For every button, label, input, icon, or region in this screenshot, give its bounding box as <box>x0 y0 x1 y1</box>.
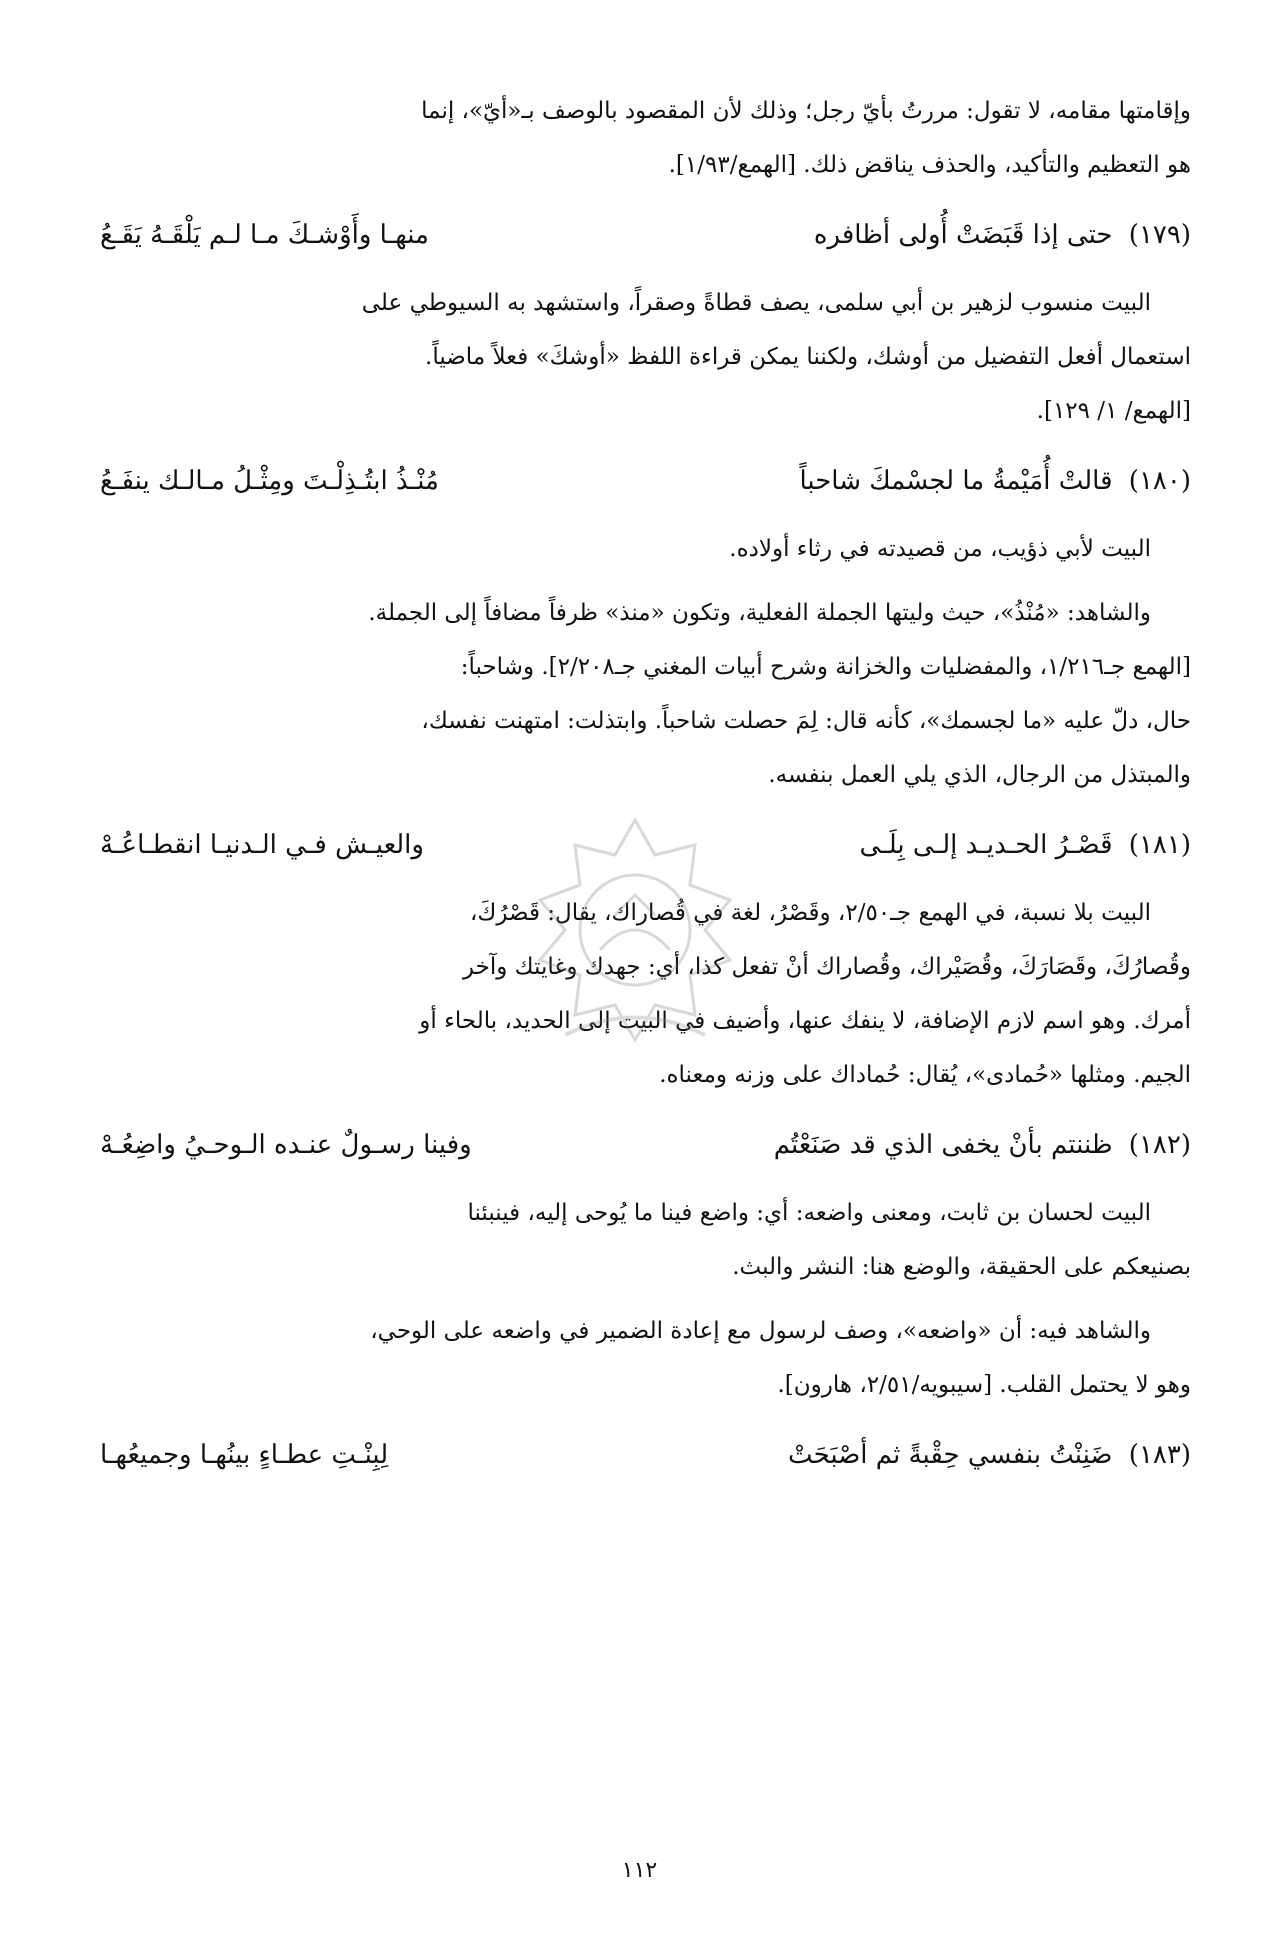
commentary-180-shahid <box>100 586 1191 802</box>
top-paragraph <box>100 84 1191 192</box>
verse-second-hemistich: وفينا رسـولٌ عنـده الـوحـيُ واضِعُـهْ <box>100 1130 472 1160</box>
verse-first-text: ظننتم بأنْ يخفى الذي قد صَنَعْتُم <box>773 1130 1113 1160</box>
verse-second-hemistich: والعيـش فـي الـدنيـا انقطـاعُـهْ <box>100 830 424 860</box>
verse-first-text: قالتْ أُمَيْمةُ ما لجسْمكَ شاحباً <box>799 466 1113 496</box>
verse-first-hemistich <box>860 820 1191 870</box>
commentary-line: البيت لأبي ذؤيب، من قصيدته في رثاء أولاده. <box>729 536 1151 562</box>
verse-second-hemistich: لِبِنْـتِ عطـاءٍ بينُهـا وجميعُهـا <box>100 1440 389 1470</box>
verse-first-text: ضَنِنْتُ بنفسي حِقْبةً ثم أصْبَحَتْ <box>788 1440 1113 1470</box>
commentary-line: وهو لا يحتمل القلب. [سيبويه/٢/٥١، هارون]. <box>777 1372 1191 1398</box>
commentary-line: أمرك. وهو اسم لازم الإضافة، لا ينفك عنها، وأضيف في البيت إلى الحديد، بالحاء أو <box>419 1008 1191 1034</box>
paragraph-line: وإقامتها مقامه، لا تقول: مررتُ بأيّ رجل؛ وذلك لأن المقصود بالوصف بـ«أيّ»، إنما <box>421 98 1191 124</box>
commentary-line: استعمال أفعل التفضيل من أوشك، ولكننا يمكن قراءة اللفظ «أوشكَ» فعلاً ماضياً. <box>425 344 1191 370</box>
verse-first-hemistich <box>774 1120 1191 1170</box>
verse-number: (١٨١) <box>1128 830 1191 860</box>
verse-first-hemistich <box>788 1430 1191 1480</box>
commentary-line: بصنيعكم على الحقيقة، والوضع هنا: النشر والبث. <box>732 1254 1191 1280</box>
commentary-line: وقُصارُكَ، وقَصَارَكَ، وقُصَيْراك، وقُصاراك أنْ تفعل كذا، أي: جهدك وغايتك وآخر <box>462 954 1191 980</box>
commentary-180 <box>100 522 1191 576</box>
commentary-182 <box>100 1186 1191 1294</box>
paragraph-line: هو التعظيم والتأكيد، والحذف يناقض ذلك. [الهمع/١/٩٣]. <box>668 152 1191 178</box>
verse-first-text: حتى إذا قَبَضَتْ أُولى أظافره <box>813 220 1113 250</box>
verse-first-hemistich <box>799 456 1191 506</box>
commentary-179 <box>100 276 1191 438</box>
verse-182 <box>100 1120 1191 1170</box>
commentary-line: البيت منسوب لزهير بن أبي سلمى، يصف قطاةً وصقراً، واستشهد به السيوطي على <box>361 290 1151 316</box>
commentary-line: الجيم. ومثلها «حُمادى»، يُقال: حُماداك على وزنه ومعناه. <box>659 1062 1191 1088</box>
verse-first-text: قَصْـرُ الحـديـد إلـى بِلَـى <box>859 830 1113 860</box>
verse-183 <box>100 1430 1191 1480</box>
commentary-line: [الهمع/ ١/ ١٢٩]. <box>1036 398 1191 424</box>
verse-number: (١٧٩) <box>1128 220 1191 250</box>
commentary-line: والشاهد فيه: أن «واضعه»، وصف لرسول مع إعادة الضمير في واضعه على الوحي، <box>370 1318 1151 1344</box>
verse-number: (١٨٣) <box>1128 1440 1191 1470</box>
verse-second-hemistich: منهـا وأَوْشـكَ مـا لـم يَلْقَـهُ يَقَـعُ <box>100 220 429 250</box>
commentary-line: البيت لحسان بن ثابت، ومعنى واضعه: أي: واضع فينا ما يُوحى إليه، فينبئنا <box>467 1200 1151 1226</box>
commentary-line: والمبتذل من الرجال، الذي يلي العمل بنفسه. <box>768 762 1191 788</box>
verse-number: (١٨٢) <box>1128 1130 1191 1160</box>
commentary-182-shahid <box>100 1304 1191 1412</box>
commentary-line: البيت بلا نسبة، في الهمع جـ٢/٥٠، وقَصْرُ، لغة في قُصاراك، يقال: قَصْرُكَ، <box>469 900 1151 926</box>
verse-first-hemistich <box>814 210 1191 260</box>
verse-number: (١٨٠) <box>1128 466 1191 496</box>
commentary-line: والشاهد: «مُنْذُ»، حيث وليتها الجملة الفعلية، وتكون «منذ» ظرفاً مضافاً إلى الجملة. <box>368 600 1151 626</box>
commentary-line: [الهمع جـ١/٢١٦، والمفضليات والخزانة وشرح أبيات المغني جـ٢/٢٠٨]. وشاحباً: <box>460 654 1191 680</box>
verse-180 <box>100 456 1191 506</box>
verse-179 <box>100 210 1191 260</box>
verse-second-hemistich: مُنْـذُ ابتُـذِلْـتَ ومِثْـلُ مـالـك ينفَـعُ <box>100 466 439 496</box>
page-number: ١١٢ <box>621 1858 658 1883</box>
library-seal-icon <box>505 800 765 1060</box>
commentary-line: حال، دلّ عليه «ما لجسمك»، كأنه قال: لِمَ حصلت شاحباً. وابتذلت: امتهنت نفسك، <box>421 708 1191 734</box>
